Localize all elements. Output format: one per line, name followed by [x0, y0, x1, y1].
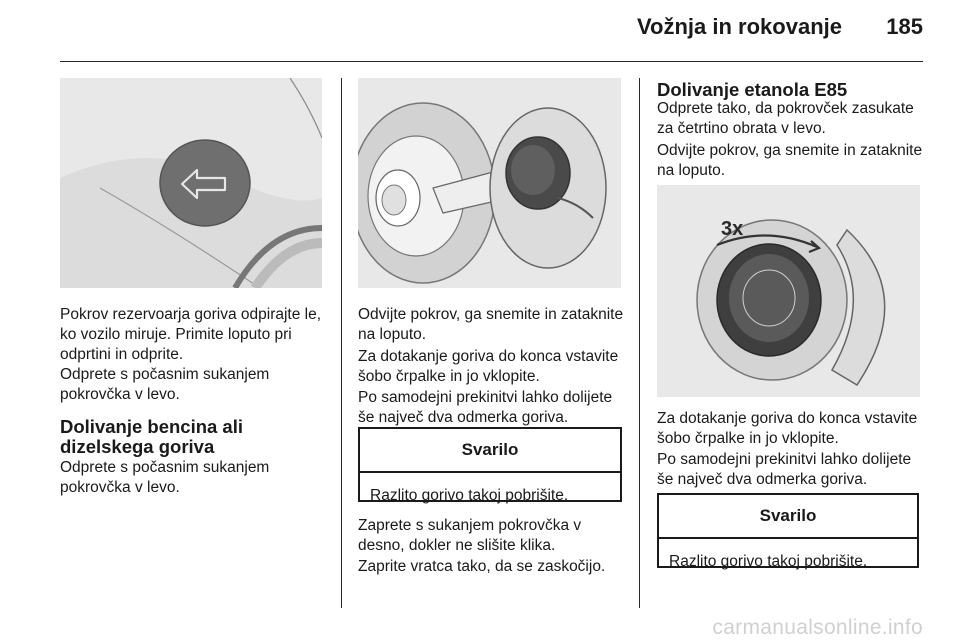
- fuel-flap-figure: [60, 78, 322, 288]
- warning-box-right: [657, 493, 919, 568]
- middle-para-2: Za dotakanje goriva do konca vstavite šobo črpalke in jo vklopite.: [358, 348, 619, 385]
- left-heading: Dolivanje bencina ali dizelskega goriva: [60, 416, 244, 457]
- header-rule: [60, 61, 923, 62]
- column-divider-1: [341, 78, 342, 608]
- right-para-2: Odvijte pokrov, ga snemite in zataknite na loputo.: [657, 142, 923, 179]
- middle-para-5: Zaprite vratca tako, da se zaskočijo.: [358, 558, 606, 575]
- warning-box-middle: [358, 427, 622, 502]
- e85-cap-figure: [657, 185, 920, 397]
- right-para-1: Odprete tako, da pokrovček zasukate za četrtino obrata v levo.: [657, 100, 914, 137]
- right-heading: Dolivanje etanola E85: [657, 79, 848, 100]
- fuel-cap-open-figure: [358, 78, 621, 288]
- middle-para-4: Zaprete s sukanjem pokrovčka v desno, dokler ne slišite klika.: [358, 517, 582, 554]
- left-para-3: Odprete s počasnim sukanjem pokrovčka v levo.: [60, 459, 270, 496]
- left-para-1: Pokrov rezervoarja goriva odpirajte le, ko vozilo miruje. Primite loputo pri odprtini in odprite.: [60, 306, 322, 363]
- column-divider-2: [639, 78, 640, 608]
- page-number: 185: [886, 14, 923, 39]
- middle-para-3: Po samodejni prekinitvi lahko dolijete še največ dva odmerka goriva.: [358, 389, 613, 426]
- middle-para-1: Odvijte pokrov, ga snemite in zataknite na loputo.: [358, 306, 624, 343]
- left-para-2: Odprete s počasnim sukanjem pokrovčka v levo.: [60, 366, 270, 403]
- warning-title: Svarilo: [659, 495, 917, 539]
- warning-text: Razlito gorivo takoj pobrišite.: [370, 487, 569, 504]
- right-para-4: Po samodejni prekinitvi lahko dolijete še največ dva odmerka goriva.: [657, 451, 912, 488]
- turn-count-label: 3x: [721, 218, 744, 240]
- page-header-title: Vožnja in rokovanje: [637, 14, 842, 39]
- warning-title: Svarilo: [360, 429, 620, 473]
- watermark: carmanualsonline.info: [712, 616, 923, 639]
- warning-text: Razlito gorivo takoj pobrišite.: [669, 553, 868, 570]
- right-para-3: Za dotakanje goriva do konca vstavite šobo črpalke in jo vklopite.: [657, 410, 918, 447]
